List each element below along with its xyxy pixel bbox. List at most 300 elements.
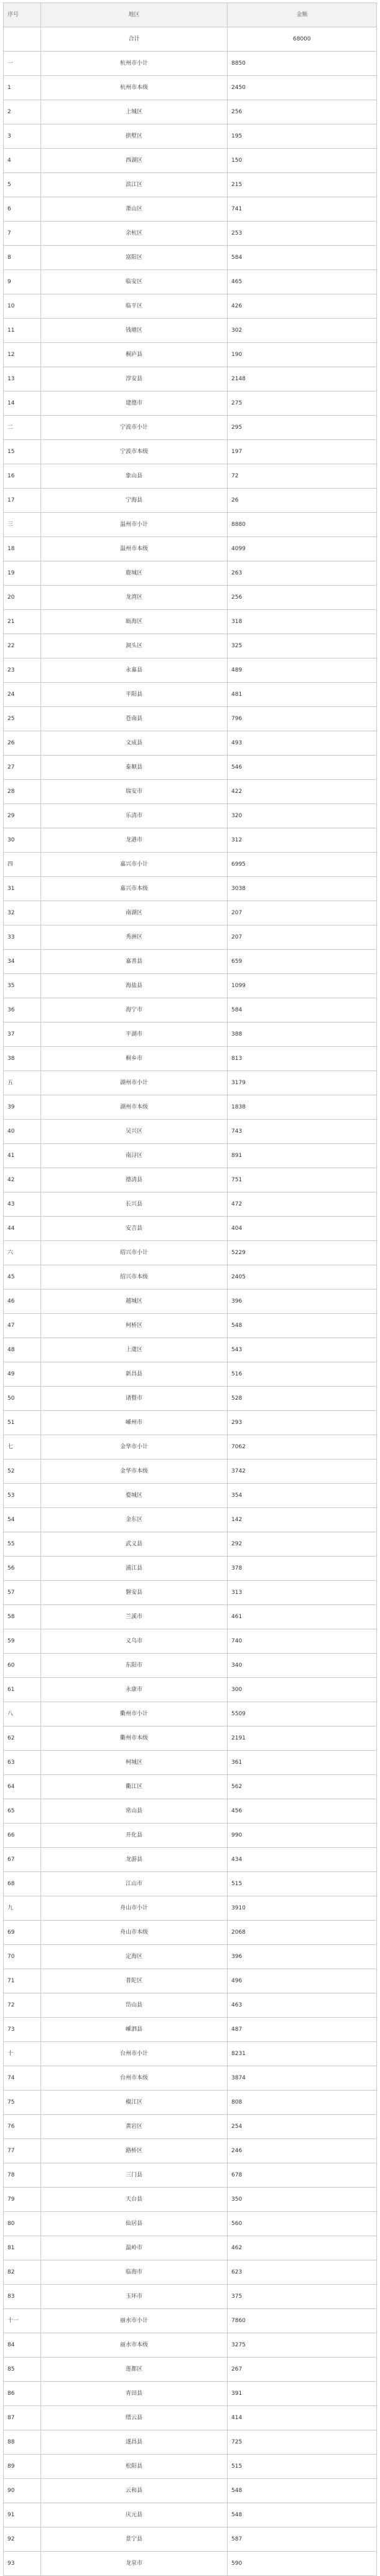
row-seq: 77	[4, 2139, 41, 2163]
row-amount: 325	[228, 634, 377, 658]
row-amount: 465	[228, 270, 377, 294]
row-seq: 三	[4, 513, 41, 537]
row-amount: 5509	[228, 1702, 377, 1726]
row-amount: 891	[228, 1144, 377, 1168]
table-row	[4, 1557, 377, 1581]
table-row	[4, 1848, 377, 1872]
row-area: 杭州市本级	[41, 76, 228, 100]
table-row	[4, 1751, 377, 1775]
row-amount: 254	[228, 2115, 377, 2139]
row-seq: 4	[4, 149, 41, 173]
row-amount: 548	[228, 2503, 377, 2527]
row-amount: 197	[228, 440, 377, 464]
row-area: 桐乡市	[41, 1047, 228, 1071]
row-seq: 80	[4, 2212, 41, 2236]
row-amount: 318	[228, 610, 377, 634]
row-seq: 33	[4, 925, 41, 950]
row-seq: 45	[4, 1265, 41, 1290]
row-area: 德清县	[41, 1168, 228, 1192]
row-amount: 340	[228, 1654, 377, 1678]
row-amount: 548	[228, 2479, 377, 2503]
table-row	[4, 1459, 377, 1484]
row-area: 衢州市小计	[41, 1702, 228, 1726]
row-area: 淳安县	[41, 367, 228, 391]
row-amount: 263	[228, 561, 377, 586]
row-seq: 10	[4, 294, 41, 319]
table-row	[4, 1411, 377, 1435]
row-area: 丽水市小计	[41, 2309, 228, 2333]
table-row	[4, 853, 377, 877]
table-row	[4, 2188, 377, 2212]
row-seq: 15	[4, 440, 41, 464]
table-row	[4, 1726, 377, 1751]
row-seq: 1	[4, 76, 41, 100]
row-area: 平阳县	[41, 683, 228, 707]
row-area: 仙居县	[41, 2212, 228, 2236]
row-area: 海盐县	[41, 974, 228, 998]
row-amount: 2148	[228, 367, 377, 391]
table-row	[4, 1023, 377, 1047]
row-amount: 489	[228, 658, 377, 683]
row-area: 婺城区	[41, 1484, 228, 1508]
row-amount: 300	[228, 1678, 377, 1702]
row-amount: 414	[228, 2406, 377, 2430]
row-seq: 19	[4, 561, 41, 586]
row-area: 苍南县	[41, 707, 228, 731]
row-seq: 51	[4, 1411, 41, 1435]
row-seq: 73	[4, 2018, 41, 2042]
table-row	[4, 2406, 377, 2430]
row-seq: 65	[4, 1799, 41, 1824]
table-row	[4, 1629, 377, 1654]
row-area: 磐安县	[41, 1581, 228, 1605]
row-amount: 312	[228, 828, 377, 853]
row-seq: 89	[4, 2455, 41, 2479]
row-seq: 20	[4, 586, 41, 610]
row-amount: 3874	[228, 2066, 377, 2091]
table-row	[4, 1993, 377, 2018]
row-seq: 42	[4, 1168, 41, 1192]
row-seq: 53	[4, 1484, 41, 1508]
row-seq: 55	[4, 1532, 41, 1557]
row-amount: 2191	[228, 1726, 377, 1751]
row-area: 宁波市本级	[41, 440, 228, 464]
table-row	[4, 707, 377, 731]
row-seq: 50	[4, 1387, 41, 1411]
table-row	[4, 731, 377, 756]
row-amount: 7062	[228, 1435, 377, 1459]
row-area: 临海市	[41, 2260, 228, 2285]
row-seq: 43	[4, 1192, 41, 1217]
row-amount: 396	[228, 1290, 377, 1314]
row-seq: 16	[4, 464, 41, 489]
row-seq: 11	[4, 319, 41, 343]
row-seq: 46	[4, 1290, 41, 1314]
table-row	[4, 634, 377, 658]
table-row	[4, 440, 377, 464]
row-amount: 3910	[228, 1896, 377, 1921]
total-amount: 68000	[228, 27, 377, 52]
row-area: 宁波市小计	[41, 416, 228, 440]
table-row	[4, 1775, 377, 1799]
row-seq: 24	[4, 683, 41, 707]
row-seq: 30	[4, 828, 41, 853]
row-seq: 61	[4, 1678, 41, 1702]
row-seq: 74	[4, 2066, 41, 2091]
row-amount: 267	[228, 2358, 377, 2382]
table-row	[4, 1095, 377, 1120]
table-row	[4, 2358, 377, 2382]
row-area: 诸暨市	[41, 1387, 228, 1411]
table-row	[4, 1290, 377, 1314]
row-area: 滨江区	[41, 173, 228, 197]
row-amount: 546	[228, 756, 377, 780]
row-seq: 58	[4, 1605, 41, 1629]
table-row	[4, 2430, 377, 2455]
row-seq: 18	[4, 537, 41, 561]
table-row	[4, 76, 377, 100]
row-seq: 91	[4, 2503, 41, 2527]
row-area: 温州市小计	[41, 513, 228, 537]
table-row	[4, 1047, 377, 1071]
table-row	[4, 561, 377, 586]
row-seq: 52	[4, 1459, 41, 1484]
table-row	[4, 1192, 377, 1217]
table-row	[4, 2309, 377, 2333]
row-seq: 5	[4, 173, 41, 197]
row-seq: 39	[4, 1095, 41, 1120]
table-row	[4, 1799, 377, 1824]
row-amount: 461	[228, 1605, 377, 1629]
table-row	[4, 1581, 377, 1605]
row-amount: 72	[228, 464, 377, 489]
row-area: 玉环市	[41, 2285, 228, 2309]
row-amount: 246	[228, 2139, 377, 2163]
row-amount: 313	[228, 1581, 377, 1605]
row-seq: 41	[4, 1144, 41, 1168]
row-seq: 79	[4, 2188, 41, 2212]
row-seq: 44	[4, 1217, 41, 1241]
row-amount: 354	[228, 1484, 377, 1508]
row-seq: 六	[4, 1241, 41, 1265]
table-row	[4, 1678, 377, 1702]
row-seq: 60	[4, 1654, 41, 1678]
row-amount: 623	[228, 2260, 377, 2285]
table-row	[4, 2212, 377, 2236]
row-area: 龙港市	[41, 828, 228, 853]
row-area: 金华市本级	[41, 1459, 228, 1484]
row-seq: 38	[4, 1047, 41, 1071]
row-amount: 543	[228, 1338, 377, 1362]
row-amount: 587	[228, 2527, 377, 2552]
table-row	[4, 294, 377, 319]
row-seq: 84	[4, 2333, 41, 2358]
row-amount: 528	[228, 1387, 377, 1411]
row-seq: 62	[4, 1726, 41, 1751]
total-label: 合计	[41, 27, 228, 52]
row-area: 瑞安市	[41, 780, 228, 804]
table-row	[4, 1120, 377, 1144]
row-amount: 207	[228, 925, 377, 950]
row-area: 台州市小计	[41, 2042, 228, 2066]
row-seq: 76	[4, 2115, 41, 2139]
row-seq: 64	[4, 1775, 41, 1799]
table-row	[4, 319, 377, 343]
table-row	[4, 124, 377, 149]
row-amount: 2450	[228, 76, 377, 100]
row-area: 上虞区	[41, 1338, 228, 1362]
row-seq: 25	[4, 707, 41, 731]
row-area: 拱墅区	[41, 124, 228, 149]
row-amount: 391	[228, 2382, 377, 2406]
row-area: 青田县	[41, 2382, 228, 2406]
row-seq: 五	[4, 1071, 41, 1095]
table-row	[4, 416, 377, 440]
table-row	[4, 100, 377, 124]
row-area: 龙泉市	[41, 2552, 228, 2576]
table-header-row	[4, 3, 377, 27]
table-row	[4, 197, 377, 222]
row-area: 嘉善县	[41, 950, 228, 974]
row-area: 松阳县	[41, 2455, 228, 2479]
table-row	[4, 1265, 377, 1290]
row-seq: 87	[4, 2406, 41, 2430]
row-area: 越城区	[41, 1290, 228, 1314]
row-seq: 56	[4, 1557, 41, 1581]
row-area: 衢州市本级	[41, 1726, 228, 1751]
row-amount: 8880	[228, 513, 377, 537]
row-amount: 3742	[228, 1459, 377, 1484]
row-area: 永嘉县	[41, 658, 228, 683]
row-area: 泰顺县	[41, 756, 228, 780]
row-seq: 七	[4, 1435, 41, 1459]
row-seq: 37	[4, 1023, 41, 1047]
row-seq: 34	[4, 950, 41, 974]
row-seq: 12	[4, 343, 41, 367]
row-amount: 8231	[228, 2042, 377, 2066]
row-area: 湖州市本级	[41, 1095, 228, 1120]
row-amount: 496	[228, 1969, 377, 1993]
table-row	[4, 537, 377, 561]
row-seq: 75	[4, 2091, 41, 2115]
row-seq: 十	[4, 2042, 41, 2066]
row-amount: 256	[228, 100, 377, 124]
table-row	[4, 1217, 377, 1241]
row-area: 临安区	[41, 270, 228, 294]
header-area: 地区	[41, 3, 228, 27]
row-seq: 67	[4, 1848, 41, 1872]
row-amount: 740	[228, 1629, 377, 1654]
total-row	[4, 27, 377, 52]
row-area: 黄岩区	[41, 2115, 228, 2139]
row-area: 温州市本级	[41, 537, 228, 561]
table-row	[4, 52, 377, 76]
table-row	[4, 974, 377, 998]
row-area: 金东区	[41, 1508, 228, 1532]
table-row	[4, 2552, 377, 2576]
row-area: 绍兴市小计	[41, 1241, 228, 1265]
table-row	[4, 1338, 377, 1362]
table-row	[4, 1314, 377, 1338]
row-seq: 71	[4, 1969, 41, 1993]
row-seq: 7	[4, 222, 41, 246]
table-row	[4, 804, 377, 828]
row-area: 建德市	[41, 391, 228, 416]
row-area: 庆元县	[41, 2503, 228, 2527]
row-seq: 35	[4, 974, 41, 998]
row-seq: 一	[4, 52, 41, 76]
row-amount: 26	[228, 489, 377, 513]
row-seq: 17	[4, 489, 41, 513]
table-row	[4, 1484, 377, 1508]
row-amount: 584	[228, 246, 377, 270]
table-row	[4, 901, 377, 925]
row-seq: 26	[4, 731, 41, 756]
row-amount: 422	[228, 780, 377, 804]
table-row	[4, 1654, 377, 1678]
row-amount: 375	[228, 2285, 377, 2309]
row-seq: 29	[4, 804, 41, 828]
row-amount: 659	[228, 950, 377, 974]
row-area: 瓯海区	[41, 610, 228, 634]
row-amount: 678	[228, 2163, 377, 2188]
table-row	[4, 2503, 377, 2527]
row-seq: 59	[4, 1629, 41, 1654]
table-row	[4, 1896, 377, 1921]
row-amount: 3179	[228, 1071, 377, 1095]
table-row	[4, 2333, 377, 2358]
row-area: 新昌县	[41, 1362, 228, 1387]
row-area: 鹿城区	[41, 561, 228, 586]
row-amount: 462	[228, 2236, 377, 2260]
row-area: 杭州市小计	[41, 52, 228, 76]
row-amount: 2068	[228, 1921, 377, 1945]
row-amount: 195	[228, 124, 377, 149]
row-area: 上城区	[41, 100, 228, 124]
table-row	[4, 2236, 377, 2260]
table-row	[4, 2260, 377, 2285]
table-row	[4, 1168, 377, 1192]
row-seq: 6	[4, 197, 41, 222]
row-area: 南湖区	[41, 901, 228, 925]
row-area: 临平区	[41, 294, 228, 319]
row-area: 义乌市	[41, 1629, 228, 1654]
table-row	[4, 1241, 377, 1265]
table-row	[4, 586, 377, 610]
row-area: 绍兴市本级	[41, 1265, 228, 1290]
row-seq: 48	[4, 1338, 41, 1362]
row-amount: 396	[228, 1945, 377, 1969]
table-row	[4, 343, 377, 367]
table-row	[4, 1969, 377, 1993]
table-row	[4, 1945, 377, 1969]
row-area: 钱塘区	[41, 319, 228, 343]
row-amount: 487	[228, 2018, 377, 2042]
row-area: 富阳区	[41, 246, 228, 270]
table-row	[4, 2042, 377, 2066]
header-seq: 序号	[4, 3, 41, 27]
row-seq: 2	[4, 100, 41, 124]
row-seq: 8	[4, 246, 41, 270]
row-seq: 22	[4, 634, 41, 658]
row-area: 洞头区	[41, 634, 228, 658]
row-amount: 404	[228, 1217, 377, 1241]
table-row	[4, 391, 377, 416]
row-area: 余杭区	[41, 222, 228, 246]
row-area: 龙湾区	[41, 586, 228, 610]
row-area: 乐清市	[41, 804, 228, 828]
table-row	[4, 1144, 377, 1168]
row-area: 景宁县	[41, 2527, 228, 2552]
row-seq: 86	[4, 2382, 41, 2406]
row-seq: 32	[4, 901, 41, 925]
table-row	[4, 246, 377, 270]
row-seq: 21	[4, 610, 41, 634]
row-seq: 31	[4, 877, 41, 901]
row-seq: 40	[4, 1120, 41, 1144]
table-row	[4, 683, 377, 707]
table-row	[4, 1387, 377, 1411]
row-area: 衢江区	[41, 1775, 228, 1799]
row-amount: 256	[228, 586, 377, 610]
row-amount: 434	[228, 1848, 377, 1872]
row-amount: 456	[228, 1799, 377, 1824]
row-amount: 190	[228, 343, 377, 367]
row-seq: 63	[4, 1751, 41, 1775]
table-row	[4, 828, 377, 853]
row-area: 龙游县	[41, 1848, 228, 1872]
row-amount: 3038	[228, 877, 377, 901]
allocation-sheet	[3, 2, 376, 2576]
row-amount: 426	[228, 294, 377, 319]
table-row	[4, 222, 377, 246]
row-amount: 292	[228, 1532, 377, 1557]
row-seq: 14	[4, 391, 41, 416]
table-row	[4, 149, 377, 173]
row-seq: 92	[4, 2527, 41, 2552]
table-row	[4, 270, 377, 294]
row-area: 西湖区	[41, 149, 228, 173]
row-area: 秀洲区	[41, 925, 228, 950]
row-area: 云和县	[41, 2479, 228, 2503]
row-area: 岱山县	[41, 1993, 228, 2018]
row-seq: 13	[4, 367, 41, 391]
row-amount: 361	[228, 1751, 377, 1775]
row-amount: 472	[228, 1192, 377, 1217]
row-amount: 548	[228, 1314, 377, 1338]
row-amount: 388	[228, 1023, 377, 1047]
row-seq: 23	[4, 658, 41, 683]
row-seq: 36	[4, 998, 41, 1023]
table-row	[4, 2066, 377, 2091]
row-amount: 1099	[228, 974, 377, 998]
row-amount: 293	[228, 1411, 377, 1435]
table-row	[4, 998, 377, 1023]
row-seq: 49	[4, 1362, 41, 1387]
row-area: 嘉兴市本级	[41, 877, 228, 901]
row-area: 宁海县	[41, 489, 228, 513]
row-amount: 378	[228, 1557, 377, 1581]
row-area: 嘉兴市小计	[41, 853, 228, 877]
row-seq: 78	[4, 2163, 41, 2188]
row-area: 定海区	[41, 1945, 228, 1969]
table-row	[4, 1702, 377, 1726]
row-area: 椒江区	[41, 2091, 228, 2115]
row-seq: 3	[4, 124, 41, 149]
row-seq: 9	[4, 270, 41, 294]
row-amount: 481	[228, 683, 377, 707]
row-amount: 741	[228, 197, 377, 222]
